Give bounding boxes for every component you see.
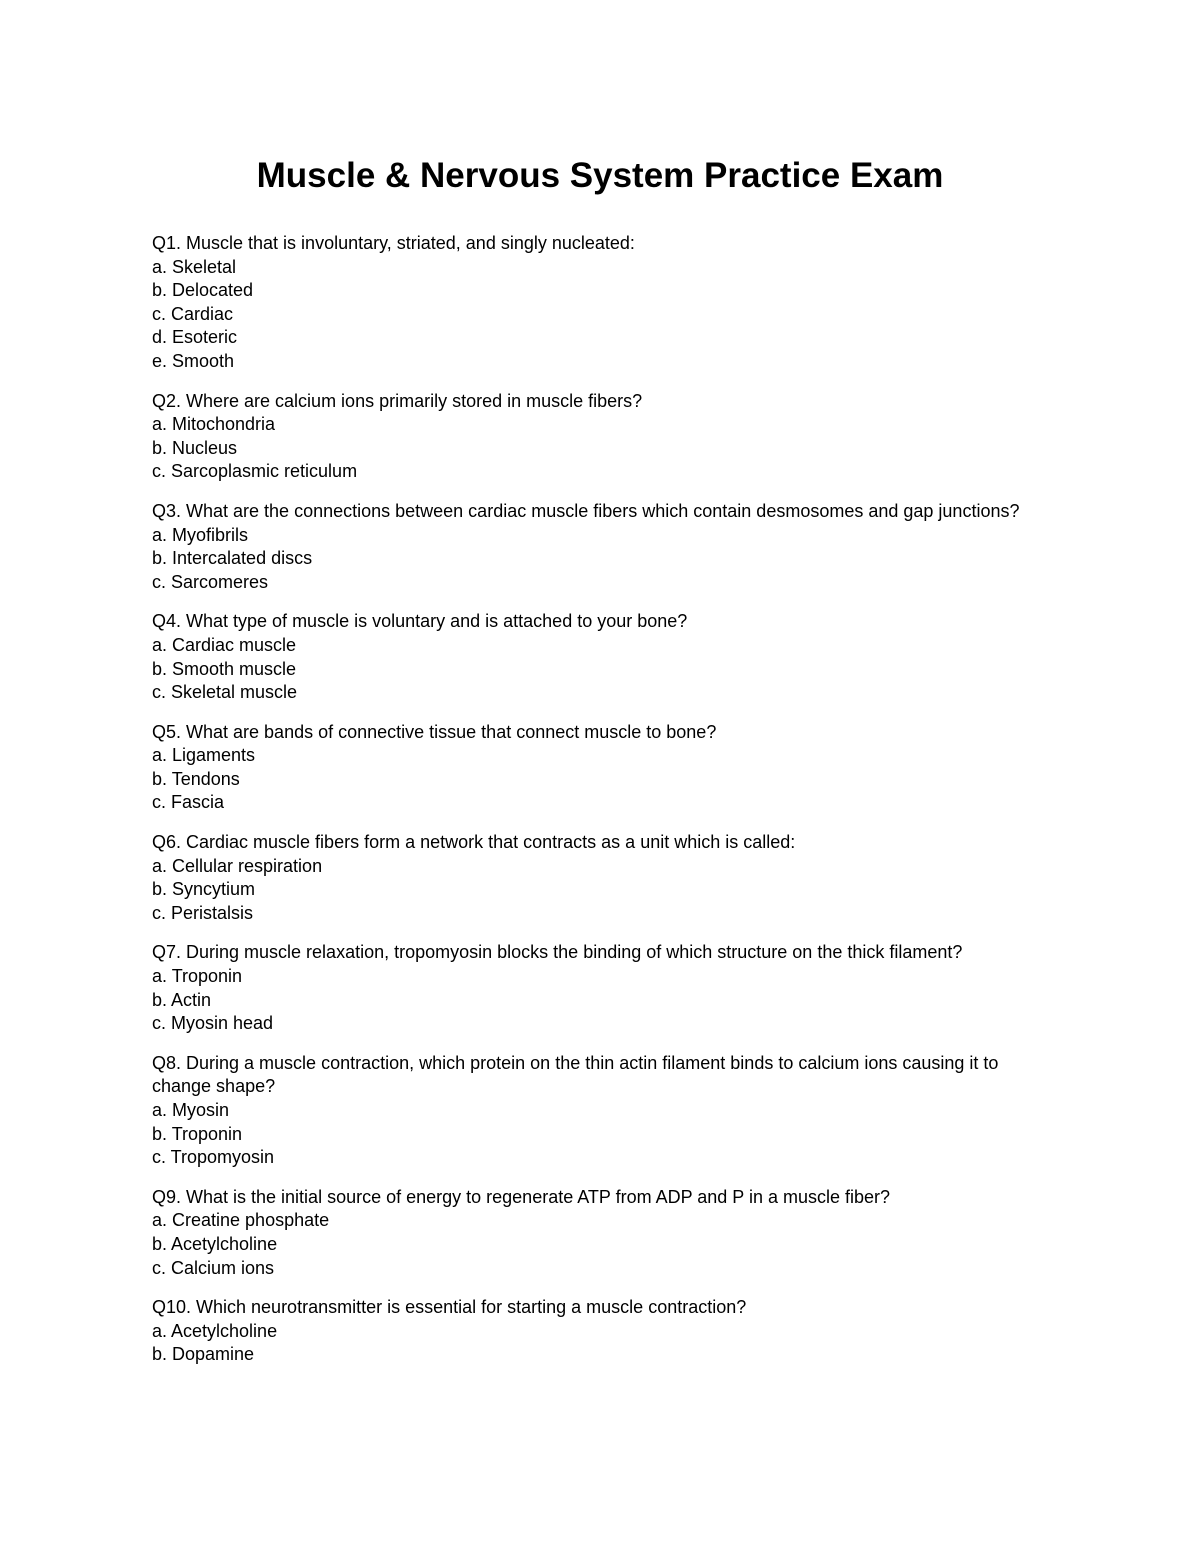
question-block [152,831,1052,925]
question-text: Q5. What are bands of connective tissue that connect muscle to bone? [152,721,717,742]
answer-option: b. Delocated [152,280,254,301]
question-block [152,232,1052,374]
question-text: Q9. What is the initial source of energy to regenerate ATP from ADP and P in a muscle fiber? [152,1186,891,1207]
question-block [152,500,1052,594]
answer-option: a. Myofibrils [152,524,249,545]
answer-option: d. Esoteric [152,327,238,348]
question-text: Q2. Where are calcium ions primarily stored in muscle fibers? [152,390,643,411]
answer-option: b. Troponin [152,1123,243,1144]
answer-option: a. Creatine phosphate [152,1210,330,1231]
question-text: Q8. During a muscle contraction, which protein on the thin actin filament binds to calcium ions causing it to change shape? [152,1052,999,1097]
question-block [152,610,1052,704]
question-text: Q10. Which neurotransmitter is essential for starting a muscle contraction? [152,1297,747,1318]
page-title: Muscle & Nervous System Practice Exam [256,156,944,195]
question-block [152,390,1052,484]
answer-option: c. Calcium ions [152,1257,275,1278]
question-text: Q7. During muscle relaxation, tropomyosin blocks the binding of which structure on the thick filament? [152,942,963,963]
answer-option: e. Smooth [152,350,235,371]
question-block [152,1186,1052,1280]
answer-option: c. Tropomyosin [152,1147,275,1168]
question-text: Q1. Muscle that is involuntary, striated, and singly nucleated: [152,233,635,253]
answer-option: c. Peristalsis [152,902,254,923]
question-block [152,1296,1052,1367]
answer-option: a. Ligaments [152,745,256,766]
question-text: Q6. Cardiac muscle fibers form a network that contracts as a unit which is called: [152,832,796,853]
answer-option: b. Acetylcholine [152,1233,278,1254]
answer-option: b. Tendons [152,768,240,789]
answer-option: a. Myosin [152,1100,230,1120]
answer-option: b. Syncytium [152,879,256,900]
answer-option: b. Nucleus [152,437,238,458]
answer-option: b. Smooth muscle [152,658,297,679]
answer-option: a. Acetylcholine [152,1320,278,1341]
answer-option: c. Myosin head [152,1013,274,1034]
answer-option: a. Cardiac muscle [152,634,297,655]
question-text: Q4. What type of muscle is voluntary and is attached to your bone? [152,611,688,632]
answer-option: b. Dopamine [152,1344,255,1365]
answer-option: a. Troponin [152,966,243,987]
answer-option: c. Skeletal muscle [152,682,298,703]
answer-option: a. Cellular respiration [152,855,323,876]
question-block [152,941,1052,1035]
answer-option: c. Sarcomeres [152,571,269,592]
answer-option: c. Cardiac [152,303,234,324]
answer-option: a. Mitochondria [152,414,276,435]
answer-option: c. Fascia [152,792,225,813]
answer-option: c. Sarcoplasmic reticulum [152,461,358,482]
answer-option: a. Skeletal [152,256,237,277]
question-block [152,1052,1052,1170]
question-list [152,232,1052,1383]
answer-option: b. Actin [152,989,212,1010]
answer-option: b. Intercalated discs [152,548,313,569]
question-text: Q3. What are the connections between cardiac muscle fibers which contain desmosomes and gap junctions? [152,500,1020,521]
question-block [152,721,1052,815]
